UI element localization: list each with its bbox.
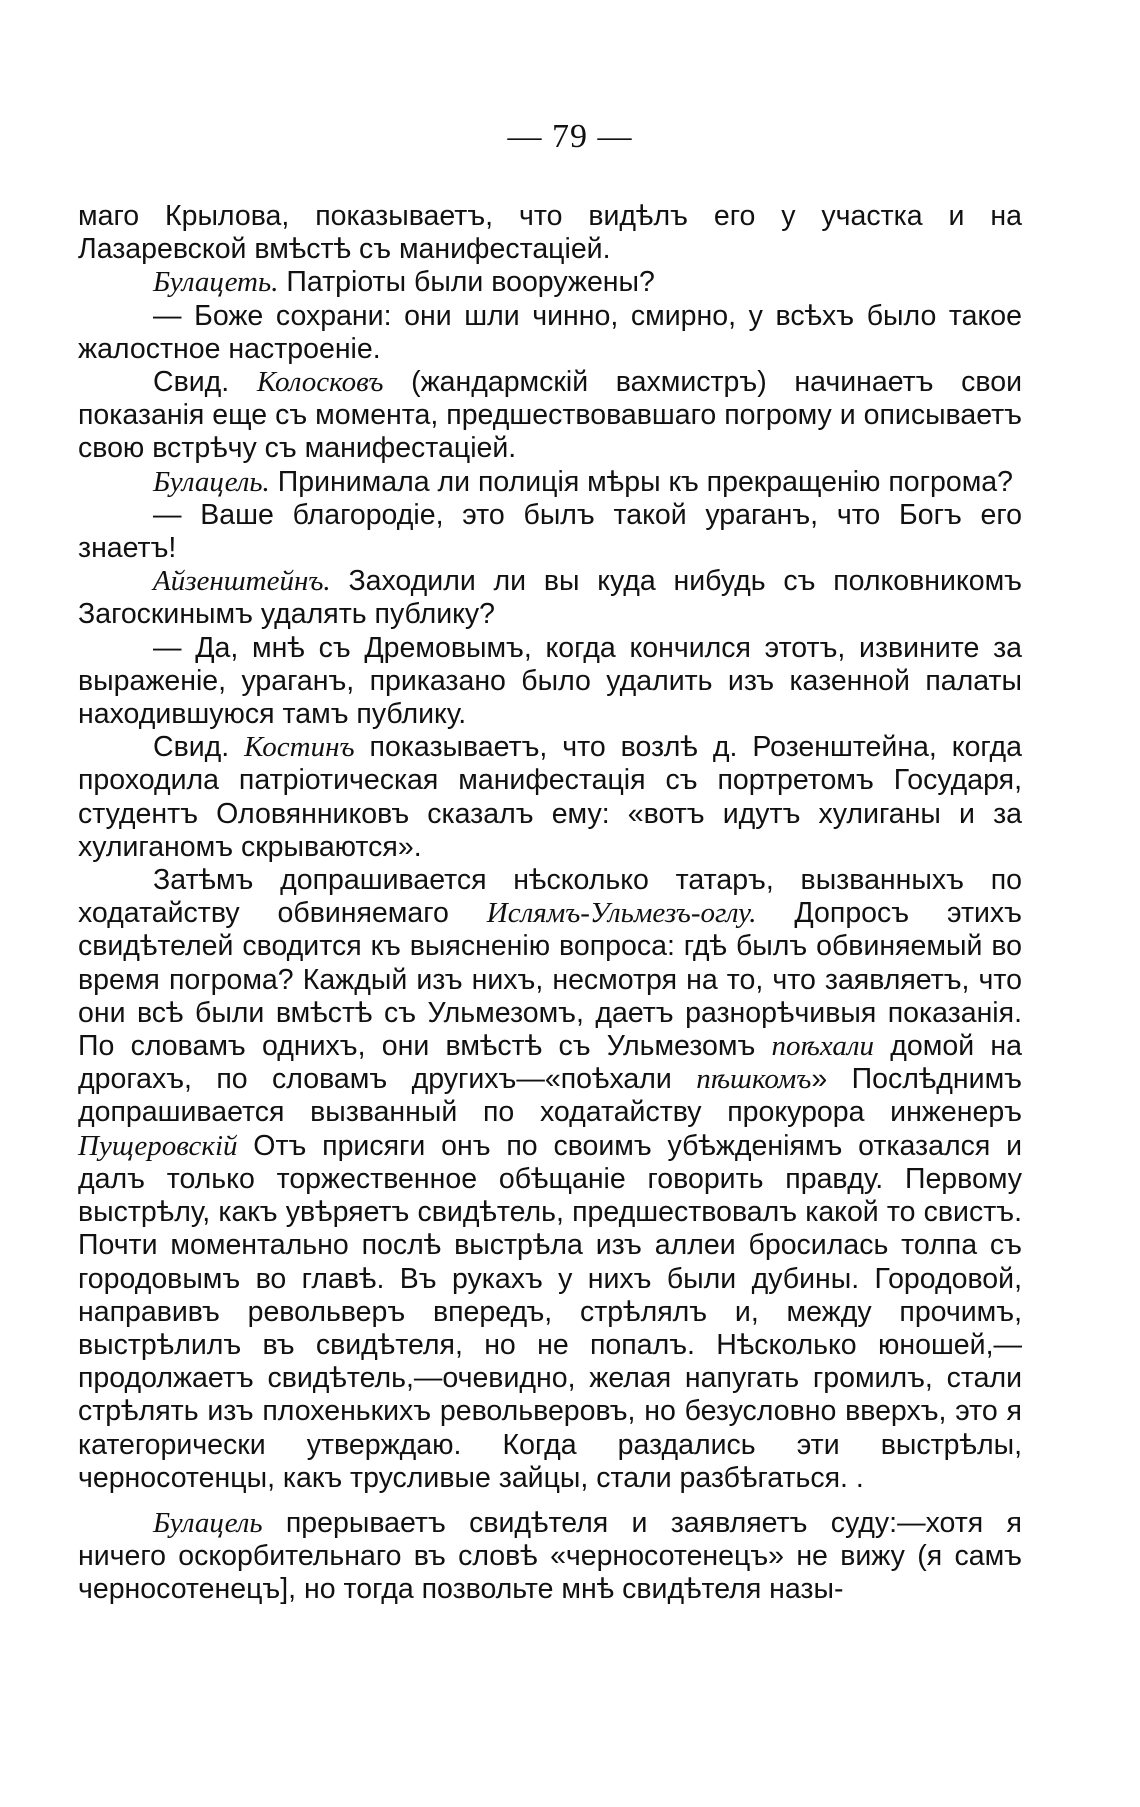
text-body bbox=[78, 200, 1022, 1607]
text-run: Свид. bbox=[153, 366, 257, 399]
speaker-name: Булацеть. bbox=[153, 266, 279, 299]
paragraph bbox=[78, 632, 1022, 732]
text-run: показываетъ, что возлѣ д. Розенштейна, когда проходила патріотическая манифестація съ портретомъ Государя, студентъ Оловянниковъ сказалъ ему: «вотъ идутъ хулиганы и за хулиганомъ скрываются». bbox=[78, 731, 1023, 863]
defendant-name: Ислямъ-Ульмезъ-оглу. bbox=[486, 897, 757, 930]
paragraph bbox=[78, 266, 1022, 299]
paragraph bbox=[78, 366, 1022, 466]
text-run: Допросъ этихъ свидѣтелей сводится къ выясненію вопроса: гдѣ былъ обвиняемый во время погрома? Каждый изъ нихъ, несмотря на то, что заявляетъ, что они всѣ были вмѣстѣ съ Ульмезомъ, даетъ разнорѣчивыя показанія. По словамъ однихъ, они вмѣстѣ съ Ульмезомъ bbox=[78, 897, 1022, 1063]
witness-name: Колосковъ bbox=[256, 366, 384, 399]
paragraph bbox=[78, 731, 1022, 864]
text-run: Патріоты были вооружены? bbox=[278, 266, 655, 299]
text-run: Заходили ли вы куда нибудь съ полковникомъ Загоскинымъ удалять публику? bbox=[78, 565, 1022, 631]
paragraph bbox=[78, 864, 1022, 1495]
text-run: маго Крылова, показываетъ, что видѣлъ его у участка и на Лазаревской вмѣстѣ съ манифестаціей. bbox=[78, 200, 1022, 266]
text-run: — Боже сохрани: они шли чинно, смирно, у всѣхъ было такое жалостное настроеніе. bbox=[78, 299, 1022, 365]
speaker-name: Булацель bbox=[153, 1506, 263, 1539]
text-run: (жандармскій вахмистръ) начинаетъ свои показанія еще съ момента, предшествовавшаго погрому и описываетъ свою встрѣчу съ манифестаціей. bbox=[78, 366, 1022, 465]
paragraph bbox=[78, 565, 1022, 631]
paragraph bbox=[78, 1507, 1022, 1607]
text-run: — Ваше благородіе, это былъ такой ураганъ, что Богъ его знаетъ! bbox=[78, 498, 1022, 565]
witness-name: Пущеровскій bbox=[78, 1129, 238, 1162]
text-run: Затѣмъ допрашивается нѣсколько татаръ, вызванныхъ по ходатайству обвиняемаго bbox=[78, 864, 1022, 930]
paragraph bbox=[78, 300, 1022, 366]
witness-name: Костинъ bbox=[244, 731, 355, 764]
text-run: Отъ присяги онъ по своимъ убѣжденіямъ отказался и далъ только торжественное обѣщаніе говорить правду. Первому выстрѣлу, какъ увѣряетъ свидѣтель, предшествовалъ какой то свистъ. Почти моментально послѣ выстрѣла изъ аллеи бросилась толпа съ городовымъ во главѣ. Въ рукахъ у нихъ были дубины. Городовой, направивъ револьверъ впередъ, стрѣлялъ и, между прочимъ, выстрѣлилъ въ свидѣтеля, но не попалъ. Нѣсколько юношей,—продолжаетъ свидѣтель,—очевидно, желая напугать громилъ, стали стрѣлять изъ плохенькихъ револьверовъ, но безусловно вверхъ, это я категорически утверждаю. Когда раздались эти выстрѣлы, черносотенцы, какъ трусливые зайцы, стали разбѣгаться. . bbox=[78, 1129, 1022, 1494]
text-run: Свид. bbox=[153, 731, 245, 764]
text-run: — Да, мнѣ съ Дремовымъ, когда кончился этотъ, извините за выраженіе, ураганъ, приказано было удалить изъ казенной палаты находившуюся тамъ публику. bbox=[78, 631, 1022, 731]
text-run: прерываетъ свидѣтеля и заявляетъ суду:—хотя я ничего оскорбительнаго въ словѣ «черносотенецъ» не вижу (я самъ черносотенецъ], но тогда позвольте мнѣ свидѣтеля назы- bbox=[78, 1506, 1022, 1606]
paragraph bbox=[78, 499, 1022, 565]
speaker-name: Айзенштейнъ. bbox=[153, 565, 331, 598]
text-run: » Послѣднимъ допрашивается вызванный по ходатайству прокурора инженеръ bbox=[78, 1063, 1022, 1129]
emphasis-text: пѣшкомъ bbox=[696, 1063, 812, 1096]
page-number: — 79 — bbox=[507, 118, 633, 155]
text-run: домой на дрогахъ, по словамъ другихъ—«поѣхали bbox=[78, 1030, 1022, 1096]
speaker-name: Булацель. bbox=[153, 465, 270, 498]
paragraph bbox=[78, 200, 1022, 266]
text-run: Принимала ли полиція мѣры къ прекращенію погрома? bbox=[269, 465, 1013, 498]
paragraph bbox=[78, 466, 1022, 499]
emphasis-text: поѣхали bbox=[771, 1030, 875, 1063]
